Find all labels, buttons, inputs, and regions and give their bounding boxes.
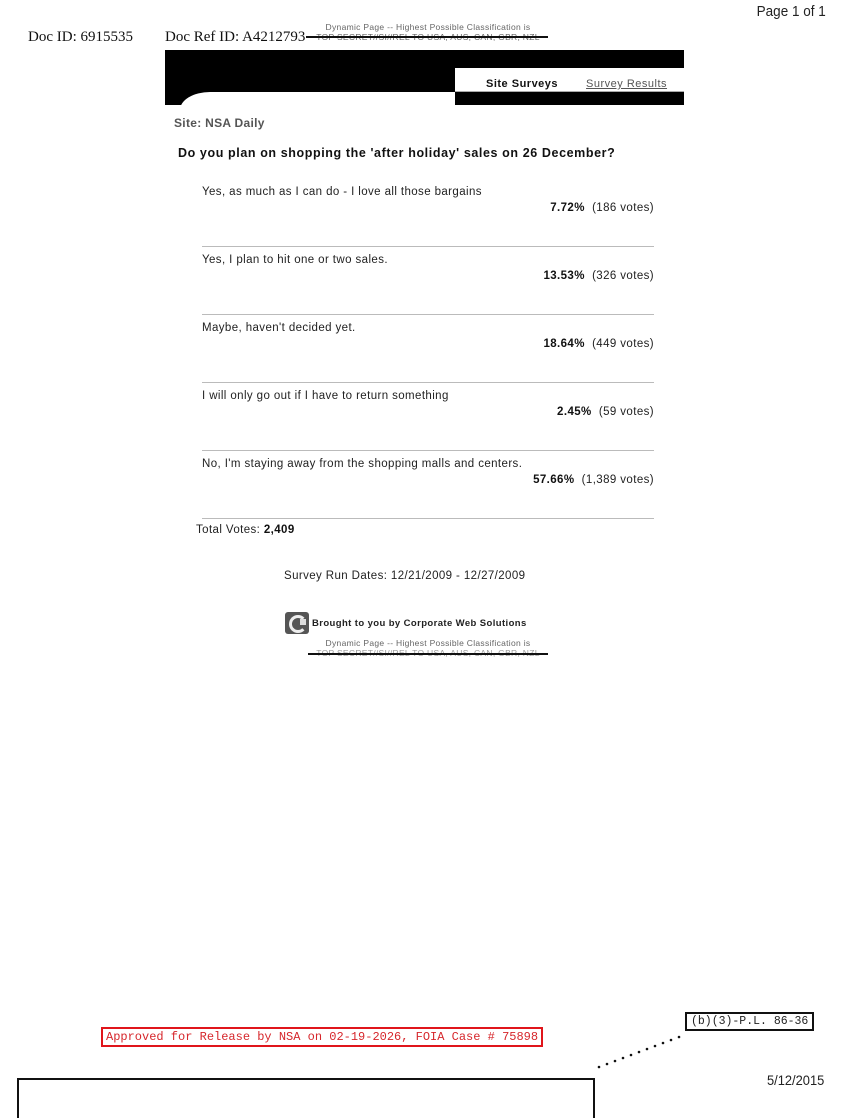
site-label: Site: NSA Daily — [174, 116, 265, 130]
answer-result — [543, 338, 654, 350]
classification-line1: Dynamic Page -- Highest Possible Classification is — [325, 638, 531, 648]
total-votes-label: Total Votes: — [196, 524, 261, 536]
answer-votes: (59 votes) — [598, 406, 654, 418]
answer-percent: 2.45% — [557, 406, 592, 418]
answer-item — [202, 186, 654, 254]
divider — [202, 246, 654, 247]
exemption-label: (b)(3)-P.L. 86-36 — [685, 1012, 814, 1031]
answer-percent: 57.66% — [533, 474, 575, 486]
answer-text: Maybe, haven't decided yet. — [202, 322, 356, 334]
answer-votes: (186 votes) — [592, 202, 654, 214]
classification-line1: Dynamic Page -- Highest Possible Classification is — [325, 22, 531, 32]
release-approval-stamp: Approved for Release by NSA on 02-19-2026, FOIA Case # 75898 — [101, 1027, 543, 1047]
classification-line2-redacted — [316, 648, 540, 658]
survey-question: Do you plan on shopping the 'after holiday' sales on 26 December? — [178, 146, 616, 160]
top-nav — [455, 68, 684, 92]
redaction-strike — [306, 36, 548, 38]
divider — [202, 314, 654, 315]
redaction-strike — [308, 653, 548, 655]
survey-run-dates: Survey Run Dates: 12/21/2009 - 12/27/2009 — [284, 570, 526, 582]
classification-banner-top — [283, 22, 573, 42]
doc-ref-id: Doc Ref ID: A4212793 — [165, 29, 306, 45]
answer-votes: (1,389 votes) — [581, 474, 654, 486]
brand-text: Brought to you by Corporate Web Solutions — [312, 617, 527, 629]
divider — [202, 382, 654, 383]
answer-text: Yes, I plan to hit one or two sales. — [202, 254, 388, 266]
answer-result — [543, 270, 654, 282]
redaction-box — [17, 1078, 595, 1118]
answer-result — [533, 474, 654, 486]
page-number: Page 1 of 1 — [756, 3, 826, 20]
classification-line2-redacted — [316, 32, 540, 42]
answer-list — [202, 186, 654, 526]
corporate-web-solutions-logo-icon — [285, 612, 309, 634]
answer-text: Yes, as much as I can do - I love all those bargains — [202, 186, 482, 198]
answer-text: I will only go out if I have to return something — [202, 390, 449, 402]
answer-text: No, I'm staying away from the shopping malls and centers. — [202, 458, 523, 470]
answer-votes: (449 votes) — [592, 338, 654, 350]
answer-percent: 7.72% — [550, 202, 585, 214]
answer-item — [202, 254, 654, 322]
total-votes-value: 2,409 — [263, 524, 295, 536]
print-date: 5/12/2015 — [766, 1072, 824, 1088]
answer-item — [202, 458, 654, 526]
answer-percent: 18.64% — [543, 338, 585, 350]
divider — [202, 518, 654, 519]
answer-item — [202, 322, 654, 390]
answer-result — [557, 406, 654, 418]
divider — [202, 450, 654, 451]
dotted-leader-line — [597, 1035, 685, 1069]
answer-result — [550, 202, 654, 214]
answer-percent: 13.53% — [543, 270, 585, 282]
brand-credit — [285, 612, 527, 634]
total-votes — [196, 524, 295, 536]
header-bar-bottom — [455, 92, 684, 105]
tab-site-surveys[interactable]: Site Surveys — [486, 78, 559, 90]
answer-item — [202, 390, 654, 458]
tab-survey-results[interactable]: Survey Results — [586, 78, 668, 90]
classification-banner-bottom — [283, 638, 573, 658]
doc-id: Doc ID: 6915535 — [28, 29, 133, 45]
header-bar-top — [455, 50, 684, 68]
answer-votes: (326 votes) — [592, 270, 654, 282]
